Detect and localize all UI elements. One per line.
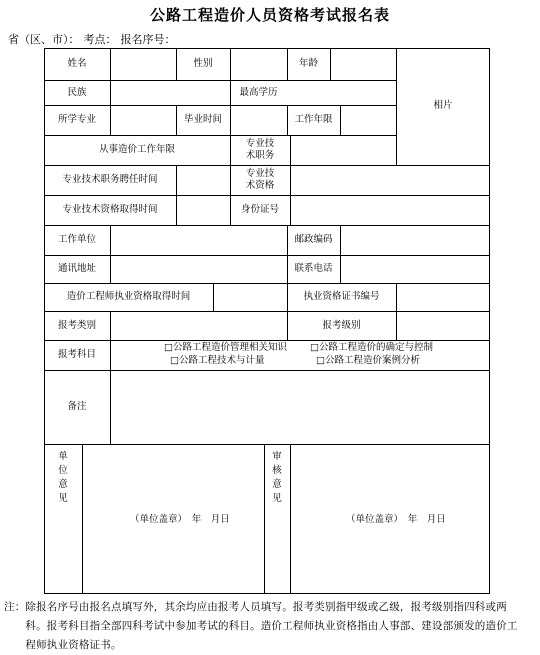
major-field[interactable] [111,106,176,135]
exam-level-field[interactable] [397,312,490,340]
work-years-field[interactable] [341,106,396,135]
tech-position-field[interactable] [291,136,396,165]
gender-field[interactable] [231,49,287,80]
cert-no-label: 执业资格证书编号 [303,291,380,302]
name-label: 姓名 [67,58,87,69]
id-no-label: 身份证号 [240,204,279,215]
unit-opinion-label: 单位意见 [58,451,68,504]
engineer-cert-time-field[interactable] [214,284,287,311]
id-no-field[interactable] [291,196,490,225]
gender-label: 性别 [193,58,213,69]
postcode-label: 邮政编码 [294,234,333,245]
work-years-label: 工作年限 [294,114,333,125]
subject-checkbox-4[interactable]: □公路工程造价案例分析 [316,355,420,366]
grad-time-label: 毕业时间 [183,114,222,125]
subject-checkbox-1[interactable]: □公路工程造价管理相关知识 [164,342,287,353]
tech-position-hire-time-field[interactable] [177,166,230,195]
footnote [4,598,536,655]
reg-no-label: 报名序号： [120,33,176,46]
work-unit-label: 工作单位 [57,234,96,245]
tech-qualification-field[interactable] [291,166,490,195]
major-label: 所学专业 [57,114,96,125]
review-opinion-label: 审核意见 [272,451,282,504]
cert-no-field[interactable] [397,284,490,311]
footnote-line-2: 科。报考科目指全部四科考试中参加考试的科目。造价工程师执业资格指由人事部、建设部颁发的造价工 [4,620,518,632]
exam-category-label: 报考类别 [57,320,96,331]
tech-position-label: 专业技术职务 [245,138,275,161]
ethnicity-field[interactable] [111,81,230,105]
grad-time-field[interactable] [231,106,287,135]
address-label: 通讯地址 [57,263,96,274]
age-field[interactable] [331,49,396,80]
phone-label: 联系电话 [294,263,333,274]
footnote-line-3: 程师执业资格证书。 [4,639,122,651]
tech-position-hire-time-label: 专业技术职务聘任时间 [62,174,158,185]
remarks-label: 备注 [67,401,87,412]
remarks-field[interactable] [111,371,490,444]
exam-category-field[interactable] [111,312,287,340]
age-label: 年龄 [298,58,318,69]
exam-level-label: 报考级别 [322,320,361,331]
page-title: 公路工程造价人员资格考试报名表 [149,6,390,24]
tech-qualification-label: 专业技术资格 [245,168,275,191]
education-label: 最高学历 [239,87,278,98]
postcode-field[interactable] [341,226,490,255]
phone-field[interactable] [341,256,490,283]
province-label: 省（区、市）： [8,33,80,46]
exam-point-label: 考点： [83,33,117,46]
unit-seal-date: （单位盖章） 年 月日 [130,514,230,525]
education-field[interactable] [288,81,396,105]
form-subheader [8,31,180,47]
footnote-line-1: 注：除报名序号由报名点填写外，其余均应由报考人员填写。报考类别指甲级或乙级，报考级别指四科或两 [4,601,507,613]
subject-checkbox-3[interactable]: □公路工程技术与计量 [170,355,265,366]
photo-label: 相片 [433,100,453,111]
address-field[interactable] [111,256,287,283]
tech-qualification-time-field[interactable] [177,196,230,225]
review-seal-date: （单位盖章） 年 月日 [346,514,446,525]
exam-subject-label: 报考科目 [57,349,96,360]
name-field[interactable] [111,49,176,80]
ethnicity-label: 民族 [67,87,87,98]
subject-checkbox-2[interactable]: □公路工程造价的确定与控制 [310,342,433,353]
tech-qualification-time-label: 专业技术资格取得时间 [62,204,158,215]
cost-work-years-label: 从事造价工作年限 [98,144,175,155]
work-unit-field[interactable] [111,226,287,255]
engineer-cert-time-label: 造价工程师执业资格取得时间 [66,291,191,302]
